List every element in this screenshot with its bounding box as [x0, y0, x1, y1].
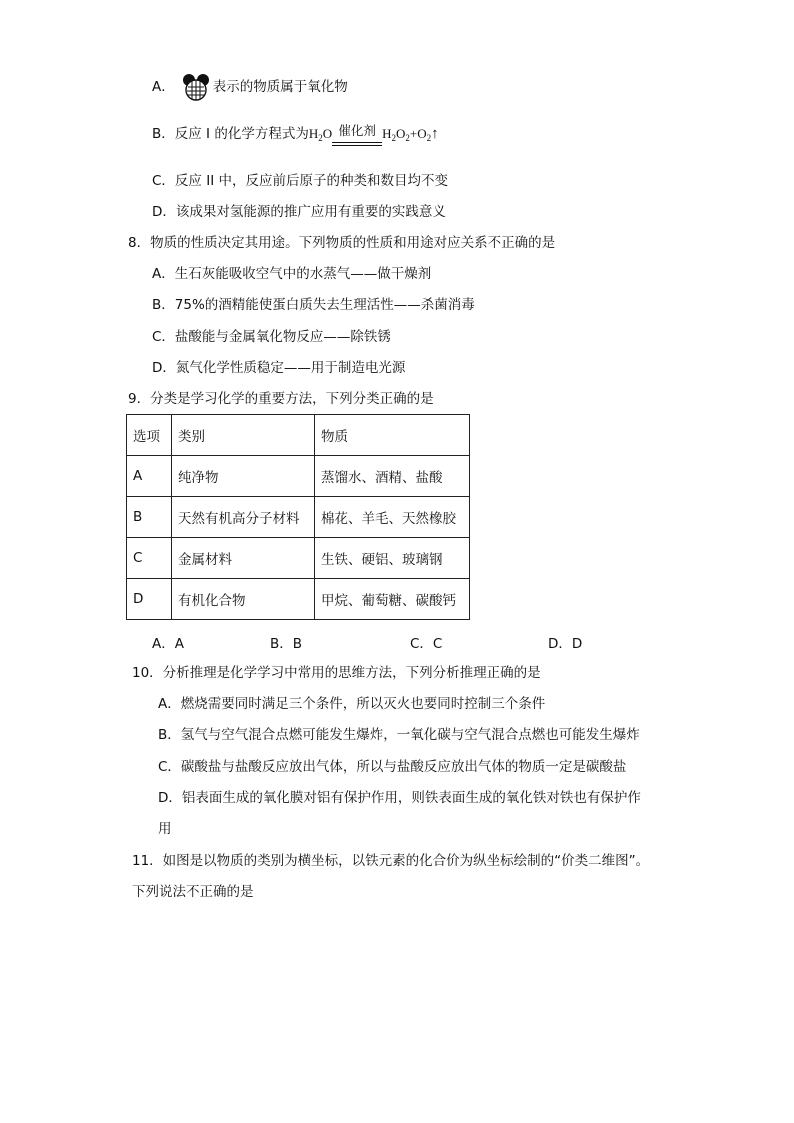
- q11-stem-continued: 下列说法不正确的是: [132, 884, 254, 900]
- q7-option-a-text: 表示的物质属于氧化物: [212, 79, 348, 95]
- q7-equation: $H_2O$ 催化剂 $H_2O_2+O_2↑$: [309, 126, 439, 141]
- q7-option-b-prefix: B．反应 I 的化学方程式为: [152, 126, 309, 142]
- table-cell: 纯净物: [172, 456, 315, 497]
- gas-arrow: ↑: [431, 126, 439, 142]
- table-cell: B: [127, 497, 172, 538]
- table-cell: 棉花、羊毛、天然橡胶: [315, 497, 470, 538]
- classification-table: [126, 414, 470, 620]
- q8-stem: 8．物质的性质决定其用途。下列物质的性质和用途对应关系不正确的是: [128, 235, 556, 251]
- q9-answer-c: C．C: [410, 636, 443, 652]
- table-cell: 甲烷、葡萄糖、碳酸钙: [315, 579, 470, 620]
- table-row: [127, 538, 470, 579]
- q9-stem: 9．分类是学习化学的重要方法，下列分类正确的是: [128, 391, 434, 407]
- table-cell: 有机化合物: [172, 579, 315, 620]
- table-row: [127, 579, 470, 620]
- table-cell: D: [127, 579, 172, 620]
- table-cell: 金属材料: [172, 538, 315, 579]
- q7-option-a: [152, 72, 348, 102]
- q7-option-b: [152, 122, 439, 146]
- table-header-cell: 类别: [172, 415, 315, 456]
- catalyst-condition: [332, 124, 382, 150]
- table-header-cell: 选项: [127, 415, 172, 456]
- table-header-row: [127, 415, 470, 456]
- q10-option-c: C．碳酸盐与盐酸反应放出气体，所以与盐酸反应放出气体的物质一定是碳酸盐: [158, 759, 627, 775]
- table-cell: C: [127, 538, 172, 579]
- q8-option-b: B．75%的酒精能使蛋白质失去生理活性——杀菌消毒: [152, 297, 475, 313]
- q7-option-a-prefix: A．: [152, 79, 175, 95]
- molecule-icon: [181, 72, 211, 102]
- table-cell: 天然有机高分子材料: [172, 497, 315, 538]
- table-cell: A: [127, 456, 172, 497]
- q8-option-a: A．生石灰能吸收空气中的水蒸气——做干燥剂: [152, 266, 432, 282]
- catalyst-label: 催化剂: [338, 124, 376, 138]
- q10-option-a: A．燃烧需要同时满足三个条件，所以灭火也要同时控制三个条件: [158, 696, 546, 712]
- q7-option-d: D．该成果对氢能源的推广应用有重要的实践意义: [152, 204, 446, 220]
- table-cell: 蒸馏水、酒精、盐酸: [315, 456, 470, 497]
- q10-option-d: D．铝表面生成的氧化膜对铝有保护作用，则铁表面生成的氧化铁对铁也有保护作: [158, 790, 641, 806]
- q10-stem: 10．分析推理是化学学习中常用的思维方法，下列分析推理正确的是: [132, 665, 541, 681]
- q8-option-d: D．氮气化学性质稳定——用于制造电光源: [152, 360, 406, 376]
- q10-option-d-continued: 用: [158, 821, 172, 837]
- table-row: [127, 456, 470, 497]
- q9-answer-b: B．B: [270, 636, 303, 652]
- table-cell: 生铁、硬铝、玻璃钢: [315, 538, 470, 579]
- q7-option-c: C．反应 II 中，反应前后原子的种类和数目均不变: [152, 173, 448, 189]
- q11-stem: 11．如图是以物质的类别为横坐标，以铁元素的化合价为纵坐标绘制的“价类二维图”。: [132, 853, 650, 869]
- q9-answer-d: D．D: [548, 636, 583, 652]
- q10-option-b: B．氢气与空气混合点燃可能发生爆炸，一氧化碳与空气混合点燃也可能发生爆炸: [158, 727, 640, 743]
- q9-answer-a: A．A: [152, 636, 184, 652]
- table-row: [127, 497, 470, 538]
- q8-option-c: C．盐酸能与金属氧化物反应——除铁锈: [152, 329, 391, 345]
- table-header-cell: 物质: [315, 415, 470, 456]
